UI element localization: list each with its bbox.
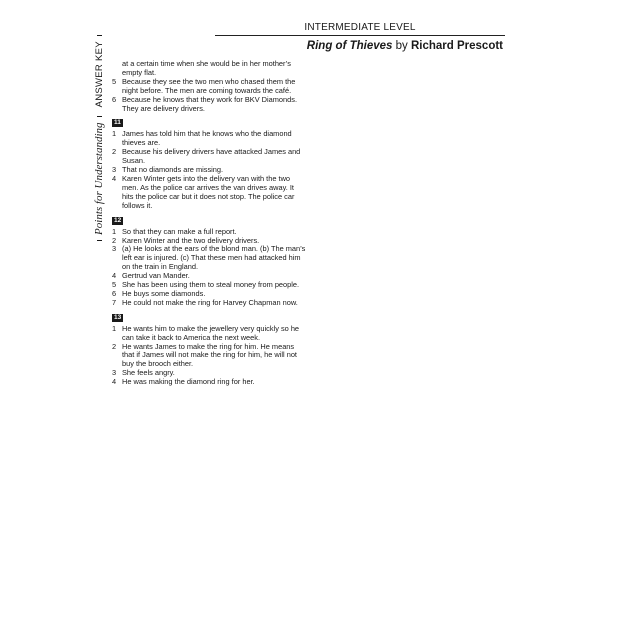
answer-item xyxy=(112,175,307,211)
by-word: by xyxy=(392,40,411,52)
side-label xyxy=(88,30,110,246)
answer-text: He wants him to make the jewellery very quickly so he can take it back to America the next week. xyxy=(122,323,300,342)
answer-number: 6 xyxy=(112,94,117,104)
answer-number: 2 xyxy=(112,147,117,157)
answer-text: She has been using them to steal money from people. xyxy=(122,280,300,290)
book-title: Ring of Thieves xyxy=(306,40,393,52)
answer-item xyxy=(112,299,307,308)
book-author: Richard Prescott xyxy=(410,40,503,52)
answer-text: James has told him that he knows who the diamond thieves are. xyxy=(122,129,292,148)
answer-text: He could not make the ring for Harvey Chapman now. xyxy=(122,297,298,307)
intro-answers xyxy=(112,60,307,113)
bullet-square-icon xyxy=(97,35,102,36)
answer-text: (a) He looks at the ears of the blond man. (b) The man’s left ear is injured. (c) That these men had attacked him on the train in England. xyxy=(122,244,306,272)
answer-number: 6 xyxy=(112,288,117,298)
answer-item xyxy=(112,96,307,114)
answer-text: He buys some diamonds. xyxy=(122,288,206,298)
bullet-square-icon xyxy=(97,116,102,117)
answer-item xyxy=(112,245,307,272)
section-badge: 11 xyxy=(114,119,121,127)
answer-item xyxy=(112,343,307,370)
section-13 xyxy=(112,308,307,387)
answer-item xyxy=(112,378,307,387)
answer-number: 3 xyxy=(112,368,117,378)
answer-item xyxy=(112,60,307,78)
section-11 xyxy=(112,113,307,210)
answer-text: She feels angry. xyxy=(122,368,175,378)
answer-number xyxy=(112,60,122,78)
answer-text: Gertrud van Mander. xyxy=(122,271,190,281)
section-badge: 13 xyxy=(114,313,122,321)
answer-item xyxy=(112,148,307,166)
answer-number: 4 xyxy=(112,271,117,281)
side-points-label: Points for Understanding xyxy=(93,122,105,235)
bullet-square-icon xyxy=(97,240,102,241)
answer-number: 4 xyxy=(112,377,117,387)
answer-text: He was making the diamond ring for her. xyxy=(122,377,255,387)
answer-number: 7 xyxy=(112,297,117,307)
answer-text: Because his delivery drivers have attacked James and Susan. xyxy=(122,147,301,166)
answer-number: 1 xyxy=(112,226,117,236)
answer-number: 1 xyxy=(112,323,117,333)
answer-number: 3 xyxy=(112,165,117,175)
section-badge: 12 xyxy=(114,216,122,224)
answer-text: So that they can make a full report. xyxy=(122,226,237,236)
level-heading: INTERMEDIATE LEVEL xyxy=(215,22,505,36)
answer-text: Karen Winter gets into the delivery van with the two men. As the police car arrives the van drives away. It hits the police car but it does not stop. The police car follows it. xyxy=(122,173,295,210)
answer-text: Because they see the two men who chased them the night before. The men are coming towards the café. xyxy=(122,76,296,95)
answer-number: 5 xyxy=(112,76,117,86)
answer-number: 2 xyxy=(112,341,117,351)
answer-number: 5 xyxy=(112,280,117,290)
answer-number: 4 xyxy=(112,173,117,183)
answer-text: Karen Winter and the two delivery drivers. xyxy=(122,235,260,245)
answer-text: He wants James to make the ring for him. He means that if James will not make the ring for him, he will not buy the brooch either. xyxy=(122,341,297,369)
answer-text: Because he knows that they work for BKV Diamonds. They are delivery drivers. xyxy=(122,94,297,113)
answer-number: 3 xyxy=(112,244,117,254)
answer-item xyxy=(112,325,307,343)
answer-item xyxy=(112,78,307,96)
page-header xyxy=(215,22,505,53)
side-answer-key-label: ANSWER KEY xyxy=(93,41,105,108)
answer-content xyxy=(112,60,307,387)
answer-item xyxy=(112,130,307,148)
section-12 xyxy=(112,211,307,308)
answer-text: at a certain time when she would be in her mother’s empty flat. xyxy=(122,59,291,77)
answer-text: That no diamonds are missing. xyxy=(122,165,224,175)
answer-number: 2 xyxy=(112,235,117,245)
book-title-line xyxy=(215,39,505,53)
answer-number: 1 xyxy=(112,129,117,139)
